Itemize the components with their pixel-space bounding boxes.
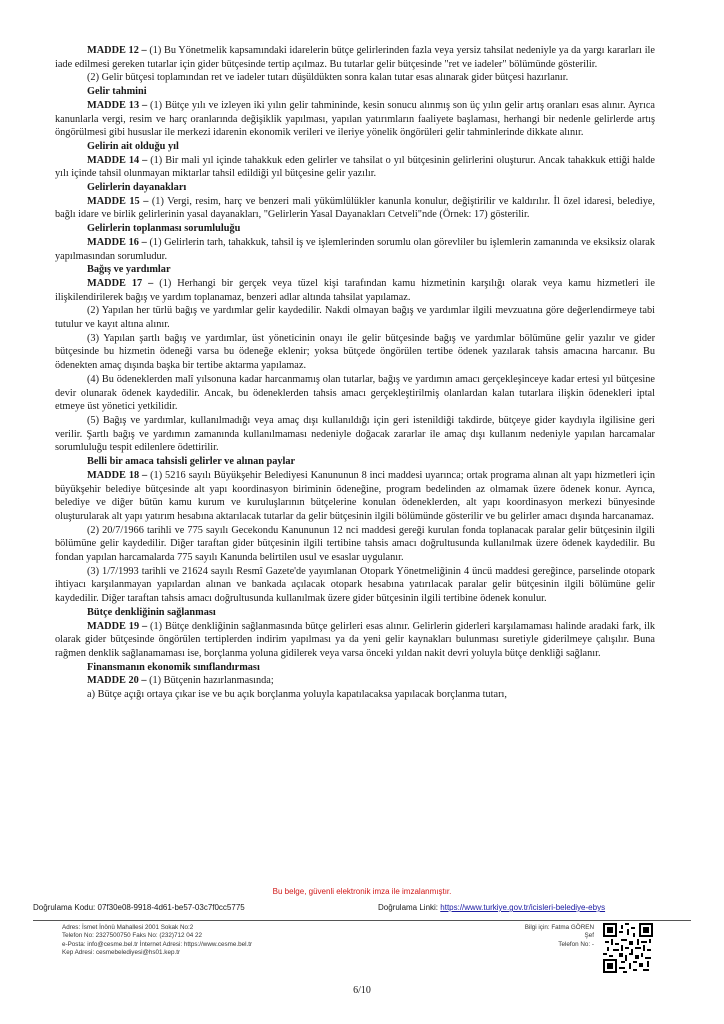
paragraph [55,414,655,455]
paragraph [55,524,655,565]
footer-divider [33,920,691,921]
paragraph-text: (3) Yapılan şartlı bağış ve yardımlar, üst yöneticinin onayı ile gelir bütçesinde bağış ve yardımlar bölümüne gelir yazılır ve gider bütçesinde bu hizmetin ödeneği varsa bu ödeneğe eklenir; yoksa bütçede öngörülen tertibe ödenek yazılarak tahsis amacına harcanır. Bu ödenekten amaç dışında başka bir tertibe aktarma yapılamaz. [55,332,655,372]
qr-code-icon [603,923,653,973]
paragraph [55,332,655,373]
contact-name: Bilgi için: Fatma GÖREN [524,924,594,931]
section-heading: Gelir tahmini [87,86,147,98]
footer-phone-fax: Telefon No: 2327500750 Faks No: (232)712 04 22 [62,932,203,940]
verification-code [33,903,245,912]
footer-email-web: e-Posta: info@cesme.bel.tr İnternet Adresi: https://www.cesme.bel.tr [62,940,253,948]
paragraph-text: (1) Gelirlerin tarh, tahakkuk, tahsil iş ve işlemlerinden sorumlu olan görevliler bu işlemlerin zamanında ve eksiksiz olarak yapılmasından sorumludur. [55,236,655,262]
article-number: MADDE 14 – [87,154,148,166]
document-body [55,44,655,702]
paragraph [55,304,655,331]
paragraph-text: (1) Bütçe denkliğinin sağlanmasında bütçe gelirleri esas alınır. Gelirlerin giderleri karşılamaması halinde aradaki fark, ilk olarak gider bütçesinde öngörülen tertiplerden indirim yapılması ya da yeni gelir kaynakları bulunması suretiyle giderilmeye çalışılır. Buna rağmen denklik sağlanamaması ise, borçlanma yoluna gidilerek veya varsa önceki yıldan nakit devri yoluyla bütçe denkliği sağlanır. [55,620,655,659]
section-heading: Bağış ve yardımlar [87,264,171,276]
article-number: MADDE 15 – [87,195,149,207]
verification-link-url[interactable]: https://www.turkiye.gov.tr/icisleri-belediye-ebys [440,903,606,912]
paragraph-text: (2) Yapılan her türlü bağış ve yardımlar gelir kaydedilir. Nakdi olmayan bağış ve yardımlar ilgili mevzuatına göre değerlendirmeye tabi tutulur ve kayıt altına alınır. [55,305,655,331]
footer-address: Adres: İsmet İnönü Mahallesi 2001 Sokak No:2 [62,924,194,931]
e-signature-note: Bu belge, güvenli elektronik imza ile imzalanmıştır. [272,887,452,896]
paragraph-text: (1) Bütçenin hazırlanmasında; [146,675,274,687]
paragraph-text: (2) 20/7/1966 tarihli ve 775 sayılı Gecekondu Kanununun 12 nci maddesi gereği kurulan fonda toplanacak paralar gelir bütçesinin ilgili bölümüne gelir kaydedilir. Diğer taraftan gider bütçesinin ilgili tertibine tahsis amacı doğrultusunda kullanılmak üzere ödenek kaydedilir. Bu fondan yapılan harcamalarda 775 sayılı Kanunda belirtilen usul ve esaslar uygulanır. [55,524,655,564]
footer-info-person [480,924,594,949]
section-heading: Gelirlerin toplanması sorumluluğu [87,223,241,235]
paragraph [55,195,655,222]
section-heading: Gelirin ait olduğu yıl [87,140,179,152]
article-number: MADDE 19 – [87,620,148,632]
paragraph-text: (1) Bütçe yılı ve izleyen iki yılın gelir tahmininde, kesin sonucu alınmış son üç yılın gelir artış oranları esas alınır. Ayrıca kanunlarla vergi, resim ve harç oranlarında değişiklik yapılması, yapılan yatırımların faaliyete başlaması, herhangi bir nedenle gelirlerde artış öngörülmesi gibi hususlar ile merkezi idarenin ekonomik verileri ve ileriye yönelik öngörüleri gelir tahminlerinde dikkate alınır. [55,99,655,139]
article-number: MADDE 18 – [87,469,148,481]
paragraph [55,674,655,688]
article-number: MADDE 13 – [87,99,148,111]
page-number: 6/10 [353,985,371,996]
paragraph-text: (1) Bu Yönetmelik kapsamındaki idarelerin bütçe gelirlerinden fazla veya yersiz tahsilat nedeniyle ya da yargı kararları ile iade edilmesi gereken tutarlar için gider bütçesinde tertip açılmaz. Bu tutarlar gelir bütçesinde "ret ve iadeler" bölümünde gösterilir. [55,45,655,70]
paragraph [55,277,655,304]
section-heading: Bütçe denkliğinin sağlanması [87,606,216,618]
paragraph-text: (1) Herhangi bir gerçek veya tüzel kişi tarafından kamu hizmetinin karşılığı olarak veya kamu hizmetleri ile ilişkilendirilerek bağış ve yardım toplanamaz, benzeri adlar altında tahsilat yapılamaz. [55,277,655,303]
paragraph-text: (3) 1/7/1993 tarihli ve 21624 sayılı Resmî Gazete'de yayımlanan Otopark Yönetmeliğinin 4 üncü maddesi gereğince, parselinde otopark ihtiyacı karşılanmayan yapılardan alınan ve bankada açılacak otopark hesabına yatırılacak paralar gelir bütçesinin ilgili bölümüne gelir kaydedilir. Diğer taraftan tahsis amacı doğrultusunda kullanılmak üzere gider bütçesinin ilgili tertibine ödenek konulur. [55,565,655,605]
footer-kep: Kep Adresi: cesmebelediyesi@hs01.kep.tr [62,948,181,956]
paragraph-text: (1) 5216 sayılı Büyükşehir Belediyesi Kanununun 8 inci maddesi uyarınca; ortak programa alınan alt yapı hizmetleri için büyükşehir belediye bütçesinde alt yapı koordinasyon biriminin ödeneğine, program bedelinden az olmamak üzere ödenek konur. Ayrıca, belediye ve diğer bütün kamu kurum ve kuruluşlarının bütçelerine konulan ödeneklerden, alt yapı koordinasyon merkezi bünyesinde oluşturularak alt yapı yatırım hesabına aktarılacak tutarlar da gelir bütçesinin ilgili bölümünde gösterilir ve bu gelirler amacı dışında harcanamaz. [55,469,655,522]
paragraph [55,71,655,85]
paragraph [55,154,655,181]
paragraph-text: (5) Bağış ve yardımlar, kullanılmadığı veya amaç dışı kullanıldığı için geri istenildiği takdirde, bütçeye gider kaydıyla ilgilisine geri verilir. Şartlı bağış ve yardımın zamanında kullanılmaması nedeniyle doğacak zararlar ile amaç dışı kullanım nedeniyle yapılan harcamalar sorumluluğu tespit edilenlere ödettirilir. [55,414,655,454]
paragraph [55,44,655,71]
verification-code-label: Doğrulama Kodu: [33,903,96,912]
paragraph [55,620,655,661]
contact-phone: Telefon No: - [558,940,594,948]
article-number: MADDE 17 – [87,277,154,289]
paragraph-text: (2) Gelir bütçesi toplamından ret ve iadeler tutarı düşüldükten sonra kalan tutar esas alınarak gider bütçesi hazırlanır. [87,72,569,84]
footer-contact-info [62,924,382,957]
article-number: MADDE 20 – [87,675,147,687]
verification-link [378,903,605,912]
paragraph [55,469,655,524]
paragraph [55,688,655,702]
article-number: MADDE 16 – [87,236,147,248]
paragraph [55,236,655,263]
paragraph [55,565,655,606]
contact-title: Şef [584,932,594,940]
section-heading: Gelirlerin dayanakları [87,182,187,194]
paragraph-text: (1) Bir mali yıl içinde tahakkuk eden gelirler ve tahsilat o yıl bütçesinin gelirlerini oluşturur. Ancak tahakkuk ettiği halde yılı içinde tahsil olunmayan miktarlar tahsil edildiği yıl bütçesine gelir yazılır. [55,154,655,180]
paragraph [55,373,655,414]
section-heading: Finansmanın ekonomik sınıflandırması [87,661,260,673]
article-number: MADDE 12 – [87,45,147,56]
paragraph-text: (1) Vergi, resim, harç ve benzeri mali yükümlülükler kanunla konulur, değiştirilir ve kaldırılır. İl özel idaresi, belediye, bağlı idare ve birlik gelirlerinin yasal dayanakları, "Gelirlerin Yasal Dayanakları Cetveli"nde (Örnek: 17) gösterilir. [55,195,655,221]
paragraph-text: a) Bütçe açığı ortaya çıkar ise ve bu açık borçlanma yoluyla kapatılacaksa yapılacak borçlanma tutarı, [87,689,507,701]
section-heading: Belli bir amaca tahsisli gelirler ve alınan paylar [87,456,296,468]
paragraph [55,99,655,140]
paragraph-text: (4) Bu ödeneklerden malî yılsonuna kadar harcanmamış olan tutarlar, bağış ve yardımın amacı gerçekleşinceye kadar ertesi yıl bütçesine devir olunarak ödenek kaydedilir. Ancak, bu ödeneklerden tahsis amacı gerçekleştirilmiş olanlardan kalan tutarlara ilişkin ödenekleri iptal etmeye üst yönetici yetkilidir. [55,373,655,413]
verification-link-label: Doğrulama Linki: [378,903,439,912]
verification-code-value: 07f30e08-9918-4d61-be57-03c7f0cc5775 [97,903,245,912]
